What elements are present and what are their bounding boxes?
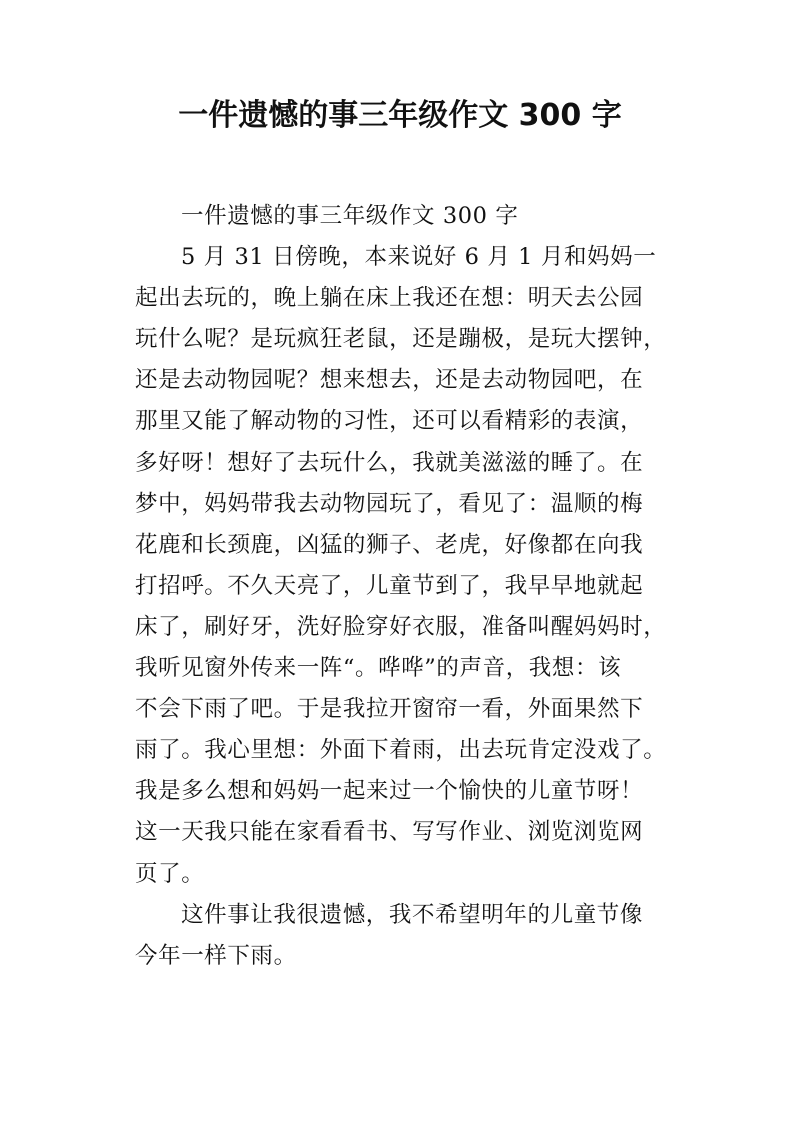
paragraph-line: 花鹿和长颈鹿，凶猛的狮子、老虎，好像都在向我: [135, 531, 644, 558]
paragraph-line: 雨了。我心里想：外面下着雨，出去玩肯定没戏了。: [135, 737, 667, 764]
paragraph-line: 梦中，妈妈带我去动物园玩了，看见了：温顺的梅: [135, 490, 644, 517]
paragraph-line: 床了，刷好牙，洗好脸穿好衣服，准备叫醒妈妈时，: [135, 613, 667, 640]
paragraph-line: 5 月 31 日傍晚，本来说好 6 月 1 月和妈妈一: [181, 244, 657, 271]
paragraph-line: 打招呼。不久天亮了，儿童节到了，我早早地就起: [135, 572, 644, 599]
paragraph-line: 这一天我只能在家看看书、写写作业、浏览浏览网: [135, 819, 644, 846]
paragraph-line: 多好呀！想好了去玩什么，我就美滋滋的睡了。在: [135, 449, 644, 476]
paragraph-line: 我是多么想和妈妈一起来过一个愉快的儿童节呀！: [135, 778, 644, 805]
document-title: 一件遗憾的事三年级作文 300 字: [178, 98, 622, 133]
paragraph-line: 还是去动物园呢？想来想去，还是去动物园吧，在: [135, 367, 644, 394]
document-body: [135, 196, 675, 977]
paragraph-line: 一件遗憾的事三年级作文 300 字: [181, 203, 519, 229]
paragraph-line: 页了。: [135, 860, 205, 887]
paragraph-line: 我听见窗外传来一阵“。哗哗”的声音，我想：该: [135, 655, 622, 682]
paragraph-line: 今年一样下雨。: [135, 942, 297, 969]
paragraph-line: 起出去玩的，晚上躺在床上我还在想：明天去公园: [135, 285, 644, 312]
paragraph-line: 这件事让我很遗憾，我不希望明年的儿童节像: [181, 901, 644, 928]
paragraph-line: 玩什么呢？是玩疯狂老鼠，还是蹦极，是玩大摆钟，: [135, 326, 667, 353]
paragraph-line: 不会下雨了吧。于是我拉开窗帘一看，外面果然下: [135, 696, 644, 723]
paragraph-line: 那里又能了解动物的习性，还可以看精彩的表演，: [135, 408, 644, 435]
